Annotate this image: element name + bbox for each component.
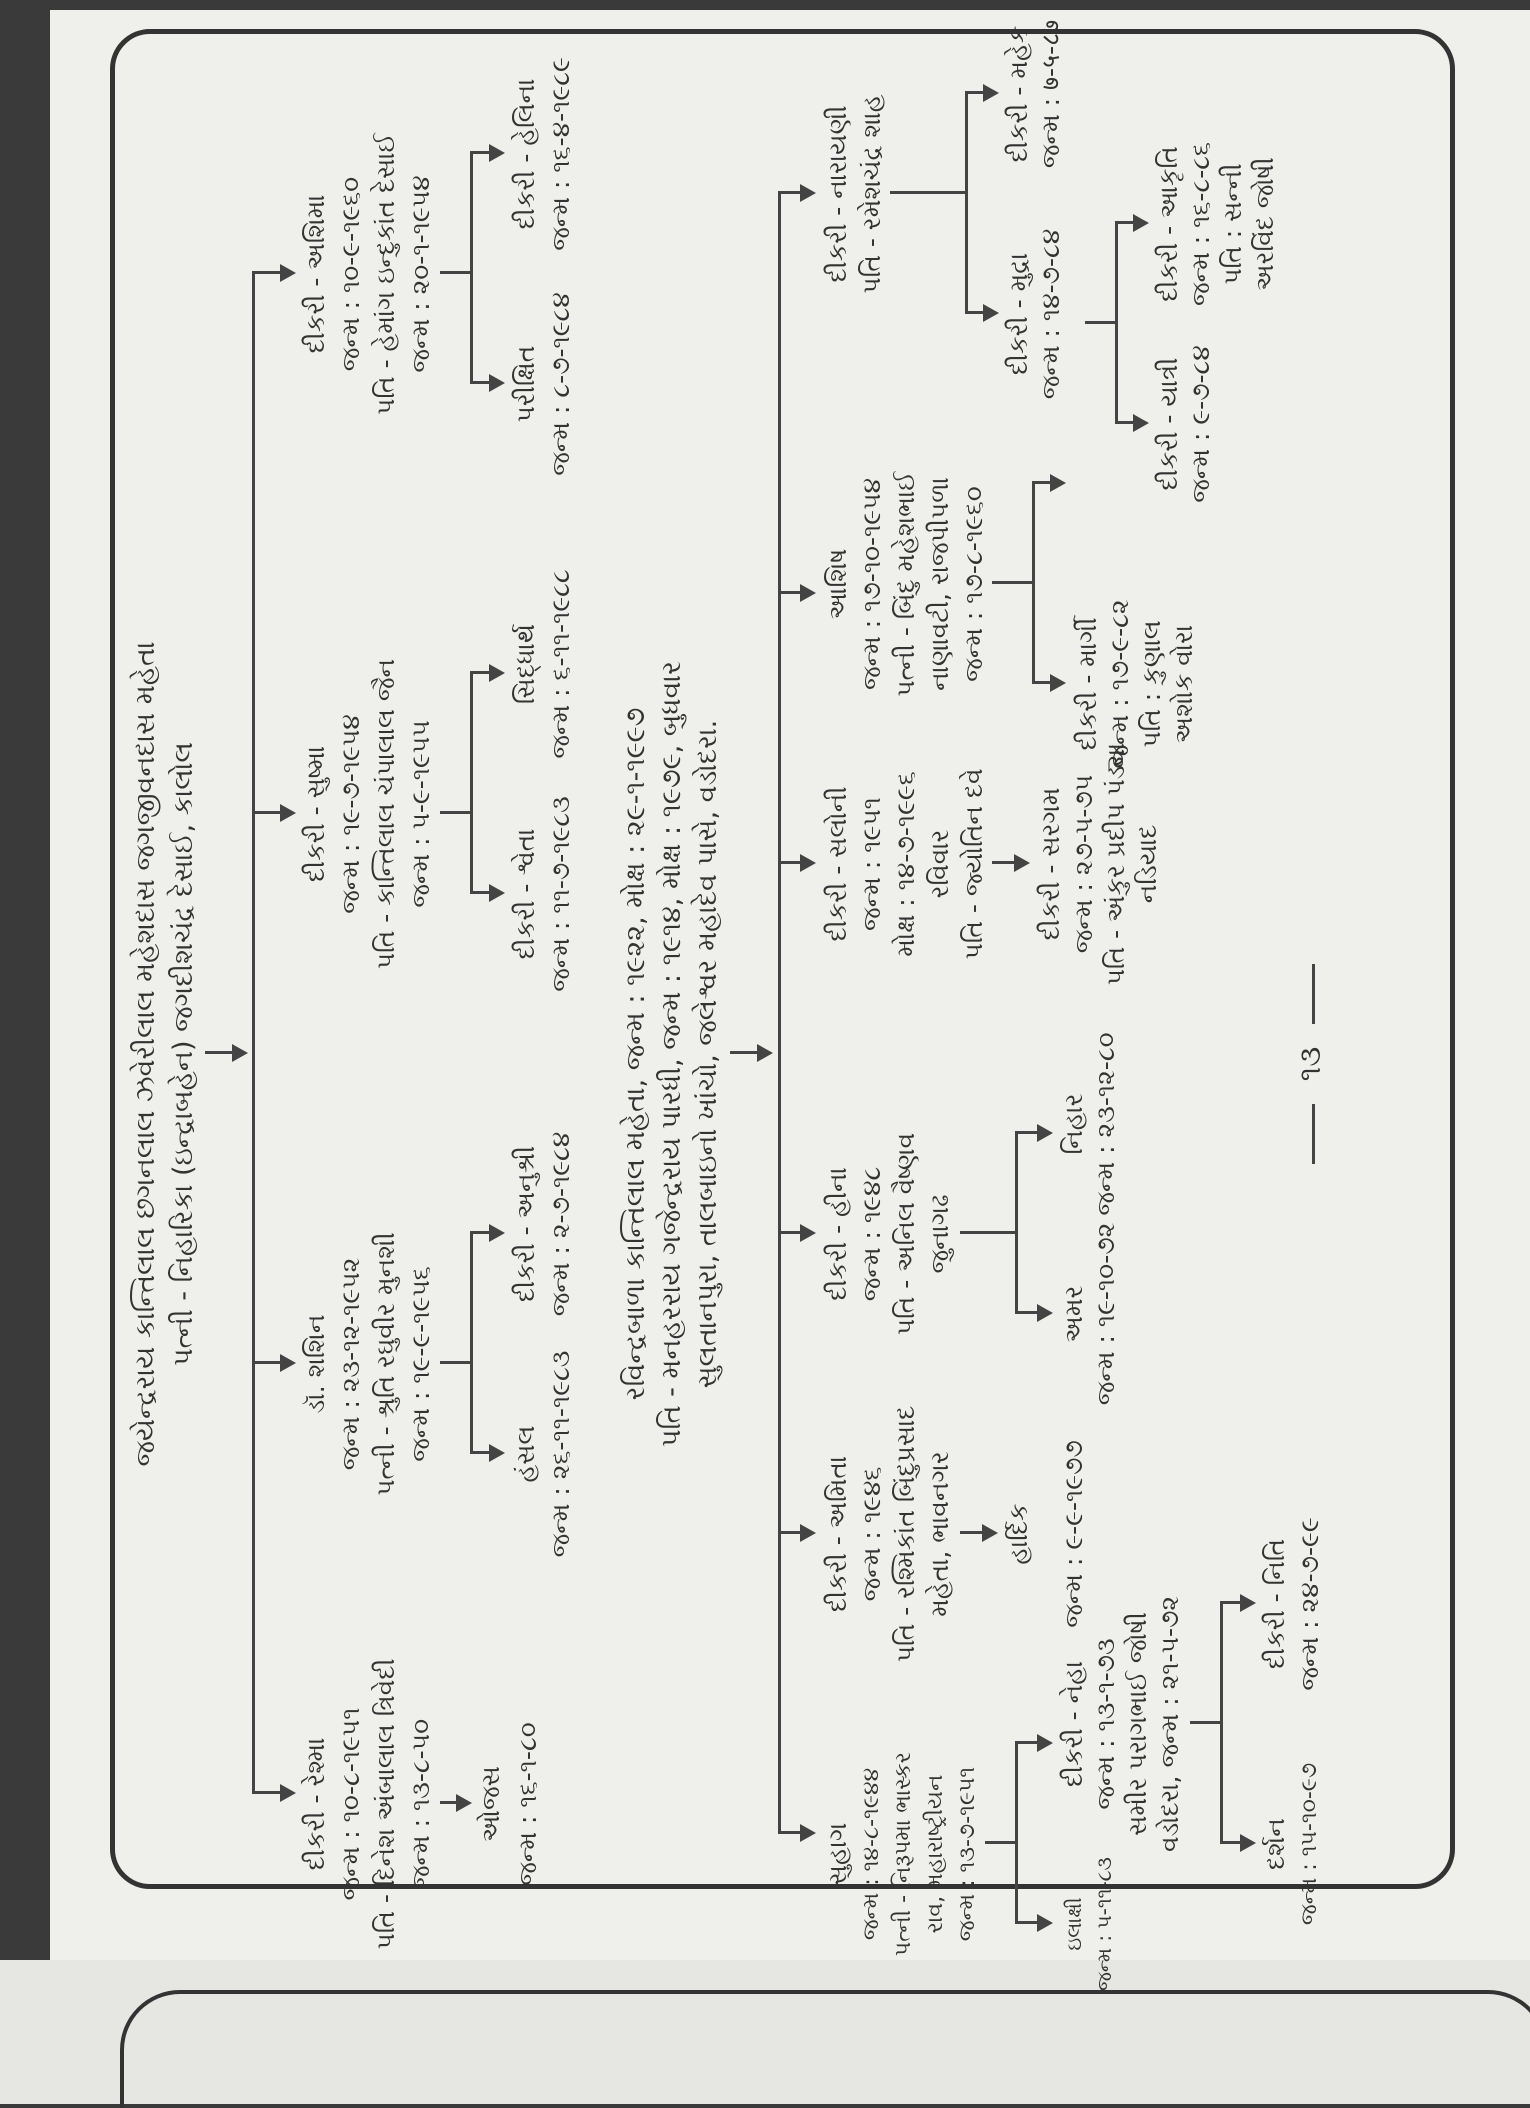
connector xyxy=(252,271,282,274)
connector xyxy=(890,191,965,194)
gen1-name: દીકરી - સુષ્મા xyxy=(301,745,330,883)
arrow xyxy=(280,804,296,822)
gen2-child-name: હાર્દિક xyxy=(1004,1503,1033,1565)
gen2-child-dob: જન્મ : ૧૪-૭-૮૪ xyxy=(1036,228,1065,400)
gen2-dob: જન્મ : ૧૪-૮-૧૯૪૪ xyxy=(859,1767,884,1941)
gen2-dob: જન્મ : ૧૭-૧૦-૧૯૫૪ xyxy=(857,477,886,691)
arrow xyxy=(1037,1304,1053,1322)
gen1-dob: જન્મ : ૧૯-૭-૧૯૫૪ xyxy=(336,714,365,914)
connector xyxy=(730,1051,760,1054)
arrow xyxy=(456,1794,472,1812)
gen2-death: મોક્ષ : ૧૪-૭-૧૯૯૬ xyxy=(891,771,920,957)
second-root-spouse: પતિ - મનહરરાય ગજેન્દ્રરાય પારધી, જન્મ : ૧૯૧૪, મોક્ષ : ૧૯૭૯, બુધવાર xyxy=(656,660,687,1448)
arrow xyxy=(489,664,505,682)
gen2-child-spouse-detail: અશોક વોરા xyxy=(1169,624,1198,744)
gen1-dob: જન્મ : ૧૦-૯-૧૯૬૦ xyxy=(336,176,365,372)
gen2-child-name: દીકરી - નેહા xyxy=(1059,1660,1088,1788)
gen2-spouse: પતિ - અનિલ વૈષ્ણવ xyxy=(891,1132,920,1336)
second-root-person: રવિન્દ્રબાળા કાન્તિલાલ મહેતા, જન્મ : ૧૯૨૨, મોક્ષ : ૨૯-૧-૧૯૯૭ xyxy=(620,707,651,1401)
gen2-name: દીકરી - સલોની xyxy=(823,786,852,942)
gen1-child-dob: જન્મ : ૧૧-૭-૧૯૮૩ xyxy=(546,796,575,992)
connector xyxy=(252,1791,282,1794)
gen3-name: દર્શન xyxy=(1261,1818,1290,1870)
gen2-child-name: દીકરી - મુદ્રા xyxy=(1004,252,1033,376)
arrow xyxy=(1050,474,1066,492)
gen1-child-name: દીકરી - હેલિના xyxy=(511,78,540,230)
arrow xyxy=(1133,214,1149,232)
second-root-address: સુલતાનપુરા, તાલબાઇનો ખાંચો, જલેશ્વર મહાદેવ પાસે, વડોદરા. xyxy=(692,719,723,1389)
connector xyxy=(440,1361,470,1364)
gen2-dob: જન્મ : ૧૯૪૬ xyxy=(857,1466,886,1602)
gen2-spouse: પતિ - રમેશચંદ્ર શાહ xyxy=(857,94,886,294)
connector xyxy=(1115,421,1135,424)
connector xyxy=(440,811,470,814)
gen2-child-dob: જન્મ : ૯-૭-૮૪ xyxy=(1186,345,1215,503)
gen2-child-name: દીકરી - માર્ગી xyxy=(1073,617,1102,751)
arrow xyxy=(489,144,505,162)
gen1-child-dob: જન્મ : ૨-૭-૧૯૮૪ xyxy=(546,1131,575,1317)
gen1-child-name: ઓજસ xyxy=(476,1766,505,1842)
page-number: ૧૩ xyxy=(1293,1046,1328,1082)
gen2-name: આશિષ xyxy=(823,548,852,620)
arrow xyxy=(983,84,999,102)
gen2-spouse-dob: જન્મ : ૧૭-૮-૧૯૬૦ xyxy=(959,486,988,682)
gen1-child-name: પરીક્ષિત xyxy=(511,345,540,423)
gen2-child-spouse: સમીર પરાગભાઈ જોષી xyxy=(1123,1612,1152,1836)
gen2-child-spouse: પતિ : કુણાલ xyxy=(1137,620,1166,748)
gen2-child-dob: જન્મ : ૧૬-૮-૮૬ xyxy=(1186,142,1215,306)
arrow xyxy=(982,1524,998,1542)
connector xyxy=(205,1051,235,1054)
gen2-spouse-origin: મહેતા, ભાવનગર xyxy=(925,1451,954,1617)
gen2-name: દીકરી - નારાયણી xyxy=(823,105,852,283)
gen2-child-name: અમર xyxy=(1059,1285,1088,1343)
connector xyxy=(470,154,473,384)
arrow xyxy=(800,1224,816,1242)
connector xyxy=(1220,1601,1242,1604)
gen2-child-dob: જન્મ : ૧૩-૧-૭૩ xyxy=(1091,1638,1120,1810)
page-number-rule xyxy=(1312,1104,1315,1164)
arrow xyxy=(1014,854,1030,872)
gen2-name: દીકરી - અમિતા xyxy=(823,1455,852,1613)
gen2-child-dob: જન્મ : ૨૩-૧૨-૮૦ xyxy=(1091,1032,1120,1216)
gen2-child-dob: જન્મ : ૧૭-૯-૮૨ xyxy=(1105,599,1134,769)
connector xyxy=(440,271,470,274)
arrow xyxy=(757,1044,773,1062)
gen1-dob: જન્મ : ૨૩-૧૨-૧૯૫૨ xyxy=(336,1257,365,1471)
arrow xyxy=(800,184,816,202)
connector xyxy=(985,1841,1015,1844)
gen2-spouse: પતિ - રશ્મિકાંત બિંદુપ્રસાદ xyxy=(891,1405,920,1663)
connector xyxy=(252,274,255,1794)
connector xyxy=(1032,481,1052,484)
gen2-child-dob: જન્મ : ૧૯-૧૦-૭૨ xyxy=(1091,1222,1120,1406)
gen1-spouse: પતિ - હેમાંગ ઇન્દુકાંત દેસાઈ xyxy=(371,133,400,415)
gen1-child-name: દીકરી - અનુશ્રી xyxy=(511,1145,540,1303)
gen2-death-day: રવિવાર xyxy=(925,829,954,899)
page-number-rule xyxy=(1312,964,1315,1024)
gen3-name: દીકરી - નિતિ xyxy=(1261,1538,1290,1670)
arrow xyxy=(489,1444,505,1462)
gen2-child-spouse: પતિ - અંકુર પ્રદીપ પંડ્યા xyxy=(1101,742,1130,986)
gen2-spouse-origin: નાણાવટી, રાજપીપળા xyxy=(925,477,954,691)
connector xyxy=(1032,681,1052,684)
connector xyxy=(1220,1604,1223,1844)
gen2-name: સુહાગ xyxy=(823,1822,852,1886)
gen1-spouse-dob: જન્મ : ૫-૯-૧૯૫૫ xyxy=(406,720,435,908)
gen2-child-name: દીકરી - યાત્રી xyxy=(1154,357,1183,491)
gen3-dob: જન્મ : ૧૫-૧૦-૯૭ xyxy=(1297,1762,1322,1926)
gen2-child-name: દીકરી - સરગમ xyxy=(1036,787,1065,941)
connector xyxy=(965,94,968,314)
connector xyxy=(1220,1841,1242,1844)
gen2-child-spouse-detail: નડિયાદ xyxy=(1133,824,1162,904)
arrow xyxy=(800,1824,816,1842)
arrow xyxy=(1037,1914,1053,1932)
gen1-name: દીકરી - રેશ્મા xyxy=(301,1737,330,1871)
gen2-spouse-origin: રાવ, મહારાષ્ટ્રીયન xyxy=(923,1774,948,1934)
gen2-child-spouse-detail: વડોદરા, જન્મ : ૨૧-૫-૭૨ xyxy=(1155,1595,1184,1853)
gen2-child-dob: જન્મ : ૨૭-૫-૭૫ xyxy=(1069,774,1098,954)
arrow xyxy=(1050,674,1066,692)
connector xyxy=(960,1231,1015,1234)
gen3-dob: જન્મ : ૨૪-૭-૯૯ xyxy=(1295,1517,1324,1691)
connector xyxy=(252,1361,282,1364)
gen2-dob: જન્મ : ૧૯૪૮ xyxy=(857,1166,886,1302)
gen2-spouse: પત્ની - બિંદુ મહેશભાઈ xyxy=(891,471,920,697)
gen2-dob: જન્મ : ૧૯૫૧ xyxy=(857,797,886,931)
gen2-child-name: દીકરી - મહેક xyxy=(1004,25,1033,163)
connector xyxy=(1115,224,1118,424)
connector xyxy=(1015,1134,1018,1314)
gen1-child-dob: જન્મ : ૨૬-૧૧-૧૯૮૩ xyxy=(546,1350,575,1558)
arrow xyxy=(280,1354,296,1372)
connector xyxy=(1032,484,1035,684)
gen2-spouse-origin: જુનાગઢ xyxy=(925,1194,954,1274)
gen2-child-dob: જન્મ : ७-५-८७ xyxy=(1036,19,1065,169)
arrow xyxy=(489,1224,505,1242)
connector xyxy=(1015,1744,1018,1924)
gen1-child-name: સિદ્ધાર્થ xyxy=(511,623,540,705)
gen2-child-spouse-detail: અરવિંદ જોષી xyxy=(1250,157,1279,291)
root-person: જયેન્દ્રરાય કાન્તિલાલ છગનલાલ ઝવેરીલાલ મહેશદાસ જગજીવનદાસ મહેતા xyxy=(130,641,161,1467)
gen1-dob: જન્મ : ૧૦-૮-૧૯૫૧ xyxy=(336,1707,365,1901)
arrow xyxy=(800,584,816,602)
gen1-spouse: પત્ની - શ્રુતિ રઘુવીર મુનશી xyxy=(371,1232,400,1496)
gen1-child-name: હંસલ xyxy=(511,1425,540,1483)
arrow xyxy=(232,1044,248,1062)
connector xyxy=(470,674,473,894)
gen1-name: ડૉ. શશિન xyxy=(301,1314,330,1414)
arrow xyxy=(1037,1124,1053,1142)
gen2-name: દીકરી - હીના xyxy=(823,1167,852,1301)
gen1-child-dob: જન્મ : ૧૬-૪-૧૯૮૯ xyxy=(546,57,575,251)
gen1-spouse-dob: જન્મ : ૨૦-૧-૧૯૫૪ xyxy=(406,175,435,373)
gen1-spouse: પતિ - દિનેશ અંબાલાલ ત્રિવેદી xyxy=(371,1658,400,1950)
arrow xyxy=(280,264,296,282)
arrow xyxy=(1133,414,1149,432)
arrow xyxy=(489,374,505,392)
connector xyxy=(965,91,985,94)
gen1-child-dob: જન્મ : ૧૬-૧-૮૦ xyxy=(513,1722,542,1886)
gen2-child-spouse: પતિ : સન્ની xyxy=(1218,163,1247,285)
gen1-name: દીકરી - અશિમા xyxy=(301,194,330,354)
arrow xyxy=(280,1784,296,1802)
gen2-child-name: ઇલાક્ષી xyxy=(1062,1897,1086,1951)
gen1-spouse-dob: જન્મ : ૧૩-૮-૫૦ xyxy=(406,1718,435,1890)
gen2-spouse: પત્ની - નિરૂપમા ભાસ્કર xyxy=(891,1751,916,1957)
gen1-spouse-dob: જન્મ : ૧૯-૯-૧૯૫૬ xyxy=(406,1266,435,1462)
arrow xyxy=(1037,1734,1053,1752)
gen2-child-name: દીકરી - આકૃતિ xyxy=(1154,146,1183,302)
arrow xyxy=(800,854,816,872)
connector xyxy=(252,811,282,814)
gen2-child-dob: જન્મ : ૫-૧૧-૮૩ xyxy=(1092,1856,1116,1992)
gen2-spouse: પતિ - જ્યોતિન દવે xyxy=(959,768,988,960)
gen2-child-dob: જન્મ : ૯-૯-૧૯૭૭ xyxy=(1059,1440,1088,1628)
gen1-child-dob: જન્મ : ૬-૧૧-૧૯૮૮ xyxy=(546,569,575,759)
connector xyxy=(1190,1721,1220,1724)
gen1-spouse: પતિ - કાન્તિલાલ ચંપાલાલ જૈન xyxy=(371,658,400,970)
arrow xyxy=(1240,1594,1256,1612)
connector xyxy=(778,194,781,1834)
connector xyxy=(1115,221,1135,224)
arrow xyxy=(1240,1834,1256,1852)
connector xyxy=(992,581,1032,584)
gen2-spouse-dob: જન્મ : ૧૩-૭-૧૯૫૧ xyxy=(955,1766,980,1942)
connector xyxy=(1085,321,1115,324)
connector xyxy=(965,311,985,314)
gen2-child-name: નિહાર xyxy=(1059,1093,1088,1155)
arrow xyxy=(983,304,999,322)
connector xyxy=(470,1234,473,1454)
arrow xyxy=(489,884,505,902)
gen1-child-name: દીકરી - શ્વેતા xyxy=(511,828,540,960)
arrow xyxy=(800,1524,816,1542)
root-spouse: પત્ની - નિહારિકા (ઇન્દ્રાબહેન) જગદીશચંદ્ર દેસાઈ, કાલોલ xyxy=(168,742,199,1366)
gen1-child-dob: જન્મ : ૮-૭-૧૯૮૪ xyxy=(546,292,575,476)
